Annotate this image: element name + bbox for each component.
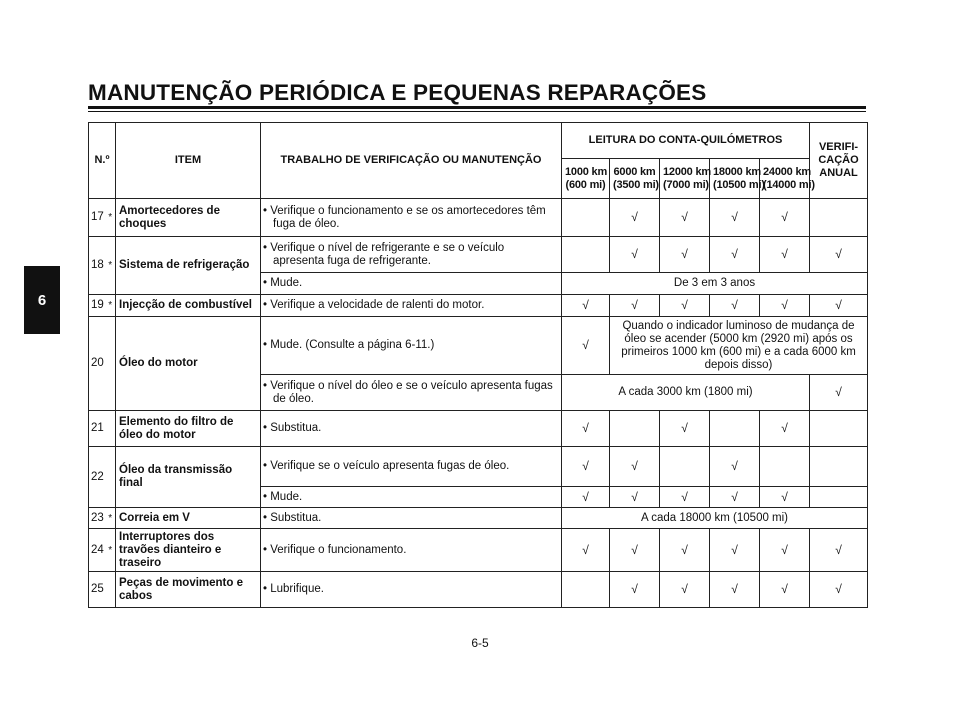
row-item: Amortecedores de choques [116,199,261,237]
table-row [89,529,868,572]
page-title: MANUTENÇÃO PERIÓDICA E PEQUENAS REPARAÇÕES [88,80,707,105]
check-cell: √ [660,411,710,447]
table-row [89,447,868,487]
interval-note: A cada 18000 km (10500 mi) [562,508,868,529]
check-cell: √ [610,199,660,237]
check-cell [610,411,660,447]
check-cell: √ [810,529,868,572]
maintenance-table [88,122,868,608]
check-cell: √ [760,487,810,508]
table-row [89,237,868,273]
row-item: Peças de movimento e cabos [116,572,261,608]
row-work: • Verifique o funcionamento. [261,529,562,572]
check-cell: √ [660,199,710,237]
row-number: 19 [89,295,106,317]
row-item: Interruptores dos travões dianteiro e traseiro [116,529,261,572]
check-cell: √ [660,487,710,508]
row-asterisk [106,411,116,447]
check-cell: √ [562,411,610,447]
row-asterisk [106,447,116,508]
check-cell: √ [760,411,810,447]
title-rule-thick [88,106,866,109]
header-odometer: LEITURA DO CONTA-QUILÓMETROS [562,123,810,159]
row-work: • Mude. [261,273,562,295]
row-work: • Lubrifique. [261,572,562,608]
table-row [89,295,868,317]
row-work: • Verifique o funcionamento e se os amortecedores têm fuga de óleo. [261,199,562,237]
check-cell: √ [710,199,760,237]
header-interval: 6000 km (3500 mi) [610,159,660,199]
check-cell: √ [660,529,710,572]
row-number: 21 [89,411,106,447]
check-cell: √ [610,447,660,487]
check-cell: √ [760,572,810,608]
check-cell: √ [610,529,660,572]
row-number: 22 [89,447,106,508]
row-number: 17 [89,199,106,237]
table-row [89,572,868,608]
check-cell: √ [562,295,610,317]
check-cell [562,237,610,273]
table-row [89,508,868,529]
header-number: N.º [89,123,116,199]
check-cell: √ [660,237,710,273]
check-cell: √ [710,572,760,608]
header-work: TRABALHO DE VERIFICAÇÃO OU MANUTENÇÃO [261,123,562,199]
row-item: Óleo da transmissão final [116,447,261,508]
row-work: • Verifique a velocidade de ralenti do motor. [261,295,562,317]
row-number: 18 [89,237,106,295]
check-cell: √ [610,572,660,608]
row-item: Óleo do motor [116,317,261,411]
header-annual: VERIFI- CAÇÃO ANUAL [810,123,868,199]
row-number: 24 [89,529,106,572]
row-asterisk: * [106,295,116,317]
row-work: • Mude. (Consulte a página 6-11.) [261,317,562,375]
row-work: • Substitua. [261,508,562,529]
check-cell: √ [810,237,868,273]
title-rule-thin [88,111,866,112]
check-cell [760,447,810,487]
check-cell: √ [810,375,868,411]
header-interval: 18000 km (10500 mi) [710,159,760,199]
check-cell: √ [710,487,760,508]
row-item: Injecção de combustível [116,295,261,317]
row-work: • Mude. [261,487,562,508]
check-cell [562,199,610,237]
table-row [89,411,868,447]
check-cell: √ [562,317,610,375]
check-cell: √ [610,295,660,317]
row-work: • Verifique o nível do óleo e se o veículo apresenta fugas de óleo. [261,375,562,411]
check-cell: √ [710,447,760,487]
row-item: Sistema de refrigeração [116,237,261,295]
row-asterisk: * [106,199,116,237]
check-cell: √ [710,295,760,317]
row-asterisk [106,572,116,608]
check-cell: √ [760,199,810,237]
row-work: • Verifique o nível de refrigerante e se o veículo apresenta fuga de refrigerante. [261,237,562,273]
chapter-tab: 6 [24,266,60,334]
check-cell: √ [760,529,810,572]
check-cell: √ [610,487,660,508]
check-cell: √ [660,572,710,608]
interval-note: A cada 3000 km (1800 mi) [562,375,810,411]
row-asterisk: * [106,508,116,529]
check-cell [562,572,610,608]
header-item: ITEM [116,123,261,199]
interval-note: Quando o indicador luminoso de mudança de óleo se acender (5000 km (2920 mi) após os primeiros 1000 km (600 mi) e a cada 6000 km depois disso) [610,317,868,375]
check-cell: √ [562,487,610,508]
check-cell [810,487,868,508]
check-cell: √ [810,572,868,608]
header-interval: 12000 km (7000 mi) [660,159,710,199]
check-cell: √ [710,237,760,273]
header-interval: 24000 km (14000 mi) [760,159,810,199]
check-cell: √ [760,237,810,273]
check-cell: √ [760,295,810,317]
interval-note: De 3 em 3 anos [562,273,868,295]
table-row [89,199,868,237]
check-cell: √ [810,295,868,317]
page-number: 6-5 [471,636,489,650]
row-item: Correia em V [116,508,261,529]
check-cell [710,411,760,447]
row-number: 25 [89,572,106,608]
header-interval: 1000 km (600 mi) [562,159,610,199]
check-cell: √ [562,447,610,487]
row-work: • Verifique se o veículo apresenta fugas de óleo. [261,447,562,487]
check-cell: √ [710,529,760,572]
row-asterisk [106,317,116,411]
check-cell: √ [660,295,710,317]
check-cell: √ [562,529,610,572]
table-row [89,317,868,375]
row-item: Elemento do filtro de óleo do motor [116,411,261,447]
row-number: 23 [89,508,106,529]
check-cell: √ [610,237,660,273]
row-asterisk: * [106,529,116,572]
row-work: • Substitua. [261,411,562,447]
check-cell [660,447,710,487]
check-cell [810,411,868,447]
check-cell [810,447,868,487]
row-asterisk: * [106,237,116,295]
row-number: 20 [89,317,106,411]
check-cell [810,199,868,237]
